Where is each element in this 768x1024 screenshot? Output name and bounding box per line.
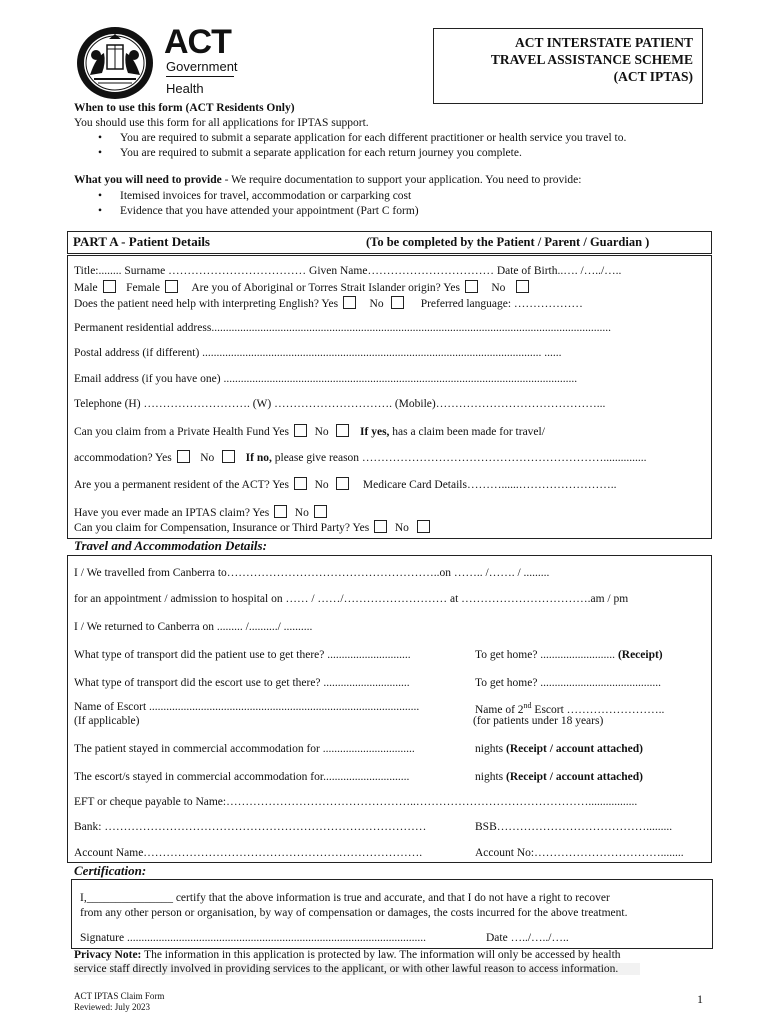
- certification-line-2: from any other person or organisation, by way of compensation or damages, the costs incurred for the above treatment.: [80, 907, 628, 919]
- gender-aboriginal-line: Male Female Are you of Aboriginal or Torres Strait Islander origin? Yes No: [74, 280, 531, 294]
- comp-no-checkbox[interactable]: [417, 520, 430, 533]
- part-a-heading-note: (To be completed by the Patient / Parent / Guardian ): [366, 235, 650, 249]
- patient-nights-line: nights (Receipt / account attached): [475, 743, 644, 755]
- title-box: [433, 28, 703, 104]
- certification-line-1: I,_______________ certify that the above information is true and accurate, and that I do not have a right to recover: [80, 892, 610, 904]
- appointment-field[interactable]: for an appointment / admission to hospital on …… / ……/……………………… at …………………………….am / pm: [74, 593, 629, 605]
- phf-no-checkbox[interactable]: [336, 424, 349, 437]
- escort-name-field[interactable]: Name of Escort ..............................................................................................: [74, 701, 420, 713]
- list-item: • Itemised invoices for travel, accommodation or carparking cost: [74, 189, 419, 204]
- when-bullets: [74, 131, 626, 161]
- patient-transport-field[interactable]: What type of transport did the patient use to get there? .............................: [74, 649, 411, 661]
- patient-get-home-field[interactable]: To get home? ..........................: [475, 649, 616, 661]
- what-text: - We require documentation to support your application. You need to provide:: [221, 174, 582, 186]
- permanent-address-field[interactable]: Permanent residential address...........................................................................................................................................: [74, 322, 611, 334]
- privacy-note-line-1: Privacy Note: The information in this application is protected by law. The information will only be accessed by health: [74, 949, 621, 961]
- logo-act-text: ACT: [164, 23, 231, 61]
- list-item: • You are required to submit a separate application for each return journey you complete.: [74, 146, 626, 161]
- title-line-2: TRAVEL ASSISTANCE SCHEME: [490, 52, 693, 67]
- accommodation-claim-line: accommodation? Yes No If no, please give reason ………………………………………………………...............: [74, 452, 647, 464]
- when-text: You should use this form for all applications for IPTAS support.: [74, 117, 369, 129]
- compensation-line: Can you claim for Compensation, Insurance or Third Party? Yes No: [74, 520, 432, 534]
- list-item: • You are required to submit a separate application for each different practitioner or health service you travel to.: [74, 131, 626, 146]
- what-line: [74, 174, 581, 186]
- interpreter-no-checkbox[interactable]: [391, 296, 404, 309]
- if-applicable-note: (If applicable): [74, 715, 140, 727]
- iptas-yes-checkbox[interactable]: [274, 505, 287, 518]
- title-line-3: (ACT IPTAS): [613, 69, 693, 84]
- male-checkbox[interactable]: [103, 280, 116, 293]
- resident-yes-checkbox[interactable]: [294, 477, 307, 490]
- part-a-header: [67, 231, 712, 254]
- privacy-note-line-2: service staff directly involved in providing services to the applicant, or with other lawful reason to access information.: [74, 963, 640, 975]
- footer-reviewed: Reviewed: July 2023: [74, 1002, 150, 1012]
- signature-field[interactable]: Signature ........................................................................................................: [80, 932, 426, 944]
- certification-heading: Certification:: [74, 863, 147, 878]
- escort-accommodation-field[interactable]: The escort/s stayed in commercial accommodation for..............................: [74, 771, 410, 783]
- part-a-heading: PART A - Patient Details: [73, 234, 210, 249]
- phf-yes-checkbox[interactable]: [294, 424, 307, 437]
- coat-of-arms-icon: [74, 25, 156, 101]
- when-heading: When to use this form (ACT Residents Only): [74, 102, 295, 114]
- logo-divider: [166, 76, 234, 77]
- account-number-field[interactable]: Account No:……………………………........: [475, 847, 684, 859]
- interpreter-yes-checkbox[interactable]: [343, 296, 356, 309]
- patient-get-home-line: To get home? .......................... (Receipt): [475, 649, 663, 661]
- reason-field[interactable]: please give reason ………………………………………………………...............: [271, 452, 647, 464]
- returned-field[interactable]: I / We returned to Canberra on ......... /........../ ..........: [74, 621, 313, 633]
- account-name-field[interactable]: Account Name……………………………………………………………….: [74, 847, 423, 859]
- escort-get-home-field[interactable]: To get home? ..........................................: [475, 677, 662, 689]
- footer-form-name: ACT IPTAS Claim Form: [74, 991, 165, 1001]
- travelled-from-field[interactable]: I / We travelled from Canberra to………………………………………………..on …….. /……. / .........: [74, 567, 550, 579]
- bsb-field[interactable]: BSB………………………………….........: [475, 821, 673, 833]
- what-bullets: [74, 189, 419, 219]
- patient-accommodation-field[interactable]: The patient stayed in commercial accommodation for ................................: [74, 743, 415, 755]
- female-checkbox[interactable]: [165, 280, 178, 293]
- resident-no-checkbox[interactable]: [336, 477, 349, 490]
- escort-transport-field[interactable]: What type of transport did the escort use to get there? ..............................: [74, 677, 410, 689]
- logo-government-text: Government: [166, 59, 238, 74]
- logo-health-text: Health: [166, 81, 204, 96]
- list-item: • Evidence that you have attended your appointment (Part C form): [74, 204, 419, 219]
- act-government-logo: [74, 25, 244, 97]
- travel-heading: Travel and Accommodation Details:: [74, 538, 267, 553]
- telephone-field[interactable]: Telephone (H) ………………………. (W) …………………………. (Mobile)……………………………………...: [74, 398, 606, 410]
- interpreter-line: Does the patient need help with interpreting English? Yes No Preferred language: ………………: [74, 298, 583, 310]
- title-name-dob-line: Title:........ Surname ……………………………… Given Name…………………………… Date of Birth..…. /…../…..: [74, 265, 622, 277]
- private-health-fund-line: Can you claim from a Private Health Fund Yes No If yes, has a claim been made for travel/: [74, 426, 545, 438]
- email-field[interactable]: Email address (if you have one) ...........................................................................................................................: [74, 373, 578, 385]
- aboriginal-yes-checkbox[interactable]: [465, 280, 478, 293]
- iptas-no-checkbox[interactable]: [314, 505, 327, 518]
- page-number: 1: [697, 992, 703, 1006]
- eft-payee-field[interactable]: EFT or cheque payable to Name:…………………………………………..……………………………………….................: [74, 796, 638, 808]
- iptas-claim-line: Have you ever made an IPTAS claim? Yes No: [74, 505, 329, 519]
- title-line-1: ACT INTERSTATE PATIENT: [514, 35, 693, 50]
- accom-no-checkbox[interactable]: [222, 450, 235, 463]
- preferred-language-field[interactable]: Preferred language: ………………: [420, 298, 583, 310]
- what-heading: What you will need to provide: [74, 174, 222, 186]
- escort-nights-line: nights (Receipt / account attached): [475, 771, 644, 783]
- date-field[interactable]: Date …../…../…..: [486, 932, 569, 944]
- accom-yes-checkbox[interactable]: [177, 450, 190, 463]
- permanent-resident-line: Are you a permanent resident of the ACT? Yes No Medicare Card Details………......……………………..: [74, 479, 617, 491]
- bank-field[interactable]: Bank: …………………………………………………………………………: [74, 821, 427, 833]
- second-escort-field[interactable]: Name of 2nd Escort ……………………..: [475, 701, 665, 716]
- under-18-note: (for patients under 18 years): [473, 715, 604, 727]
- postal-address-field[interactable]: Postal address (if different) ...................................................................................................................... ......: [74, 347, 562, 359]
- aboriginal-no-checkbox[interactable]: [516, 280, 529, 293]
- comp-yes-checkbox[interactable]: [374, 520, 387, 533]
- medicare-field[interactable]: Medicare Card Details………......……………………..: [362, 479, 617, 491]
